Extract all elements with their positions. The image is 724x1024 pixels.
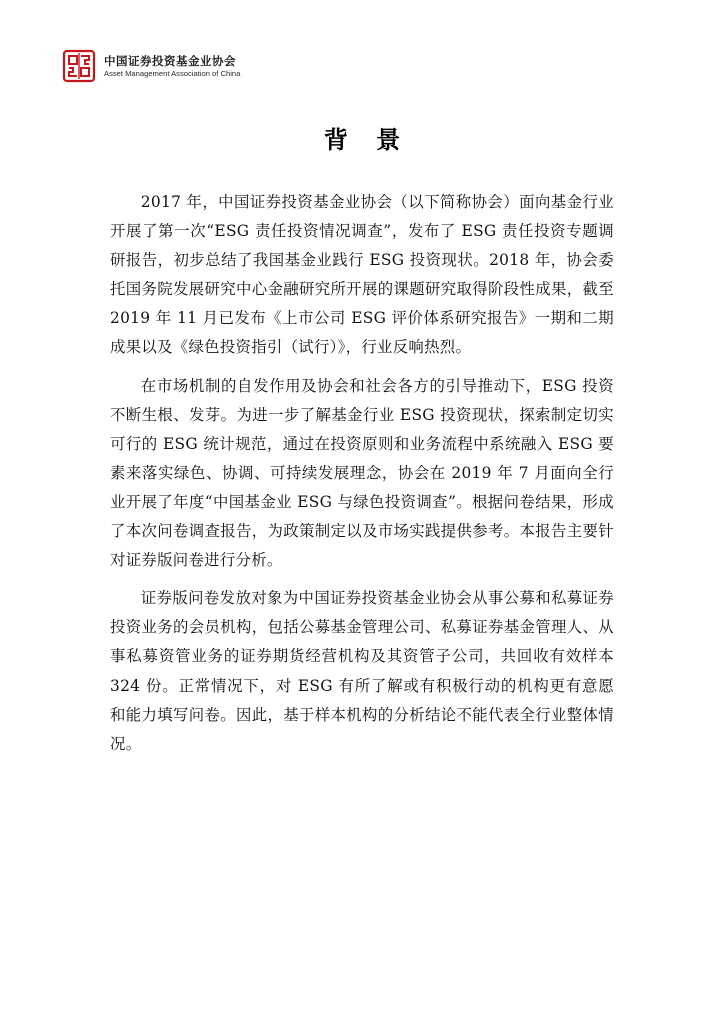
org-name-cn: 中国证券投资基金业协会 bbox=[104, 53, 236, 68]
org-name-en: Asset Management Association of China bbox=[104, 68, 241, 78]
page-title: 背 景 bbox=[323, 125, 411, 154]
amac-seal-logo-icon bbox=[62, 49, 96, 83]
document-body bbox=[110, 188, 614, 768]
paragraph-3: 证券版问卷发放对象为中国证券投资基金业协会从事公募和私募证券投资业务的会员机构，包括公募基金管理公司、私募证券基金管理人、从事私募资管业务的证券期货经营机构及其资管子公司，共回收有效样本 324 份。正常情况下，对 ESG 有所了解或有积极行动的机构更有意愿和能力填写问卷。因此，基于样本机构的分析结论不能代表全行业整体情况。 bbox=[110, 589, 614, 753]
paragraph-1: 2017 年，中国证券投资基金业协会（以下简称协会）面向基金行业开展了第一次“ESG 责任投资情况调查”，发布了 ESG 责任投资专题调研报告，初步总结了我国基金业践行 ESG 投资现状。2018 年，协会委托国务院发展研究中心金融研究所开展的课题研究取得阶段性成果，截至 2019 年 11 月已发布《上市公司 ESG 评价体系研究报告》一期和二期成果以及《绿色投资指引（试行）》，行业反响热烈。 bbox=[110, 193, 614, 357]
paragraph-2: 在市场机制的自发作用及协会和社会各方的引导推动下，ESG 投资不断生根、发芽。为进一步了解基金行业 ESG 投资现状，探索制定切实可行的 ESG 统计规范，通过在投资原则和业务流程中系统融入 ESG 要素来落实绿色、协调、可持续发展理念，协会在 2019 年 7 月面向全行业开展了年度“中国基金业 ESG 与绿色投资调查”。根据问卷结果，形成了本次问卷调查报告，为政策制定以及市场实践提供参考。本报告主要针对证券版问卷进行分析。 bbox=[110, 376, 614, 570]
org-name-block bbox=[104, 54, 240, 79]
page-header bbox=[62, 49, 240, 83]
